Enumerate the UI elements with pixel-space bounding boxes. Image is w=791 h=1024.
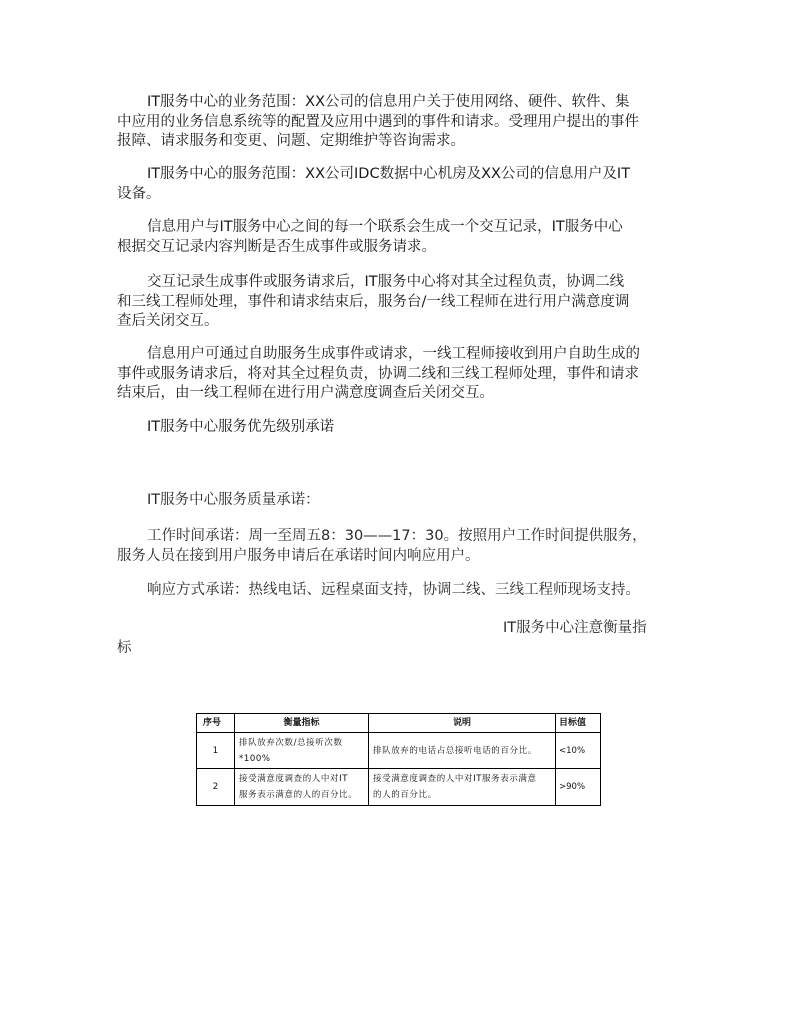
quality-commitment-heading [117, 491, 677, 511]
text-line: IT服务中心服务优先级别承诺 [147, 419, 335, 435]
cell-no: 2 [197, 769, 235, 806]
cell-no: 1 [197, 733, 235, 769]
metrics-heading [117, 619, 677, 658]
text-line: 根据交互记录内容判断是否生成事件或服务请求。 [117, 238, 436, 255]
response-method-paragraph [117, 581, 677, 601]
header-metric: 衡量指标 [235, 714, 369, 733]
business-scope-paragraph [117, 93, 677, 152]
table-row [197, 733, 601, 769]
working-hours-paragraph [117, 527, 677, 566]
text-line: 中应用的业务信息系统等的配置及应用中遇到的事件和请求。受理用户提出的事件 [117, 113, 639, 130]
metrics-table [196, 713, 601, 806]
cell-target: >90% [556, 769, 601, 806]
self-service-paragraph [117, 345, 677, 404]
cell-text-line: 排队放弃次数/总接听次数 [239, 737, 343, 748]
header-no: 序号 [197, 714, 235, 733]
text-line: 信息用户与IT服务中心之间的每一个联系会生成一个交互记录，IT服务中心 [147, 219, 623, 235]
text-line: IT服务中心注意衡量指 [503, 620, 647, 636]
cell-description [369, 769, 556, 806]
text-line: 报障、请求服务和变更、问题、定期维护等咨询需求。 [117, 133, 465, 150]
cell-description [369, 733, 556, 769]
cell-text-line: 的人的百分比。 [373, 790, 437, 800]
event-handling-paragraph [117, 273, 677, 332]
text-line: IT服务中心的业务范围：XX公司的信息用户关于使用网络、硬件、软件、集 [147, 94, 630, 110]
text-line: 响应方式承诺：热线电话、远程桌面支持，协调二线、三线工程师现场支持。 [147, 582, 640, 598]
text-line: 标 [117, 639, 132, 656]
text-line: 结束后，由一线工程师在进行用户满意度调查后关闭交互。 [117, 385, 494, 402]
text-line: 信息用户可通过自助服务生成事件或请求，一线工程师接收到用户自助生成的 [147, 346, 640, 362]
text-line: 交互记录生成事件或服务请求后，IT服务中心将对其全过程负责，协调二线 [147, 274, 625, 290]
text-line: 查后关闭交互。 [117, 313, 219, 330]
cell-text-line: *100% [239, 753, 271, 764]
text-line: 工作时间承诺：周一至周五8：30——17：30。按照用户工作时间提供服务， [147, 528, 647, 544]
text-line: IT服务中心服务质量承诺： [147, 492, 320, 508]
text-line: IT服务中心的服务范围：XX公司IDC数据中心机房及XX公司的信息用户及IT [147, 166, 631, 182]
interaction-record-paragraph [117, 218, 677, 257]
header-target: 目标值 [556, 714, 601, 733]
table-row [197, 769, 601, 806]
cell-text-line: 排队放弃的电话占总接听电话的百分比。 [373, 745, 537, 756]
cell-text-line: 服务表示满意的人的百分比。 [239, 790, 358, 800]
service-scope-paragraph [117, 165, 677, 204]
priority-commitment-heading [117, 418, 677, 438]
cell-text-line: 接受满意度调查的人中对IT服务表示满意 [373, 774, 537, 784]
cell-text-line: 接受满意度调查的人中对IT [239, 774, 349, 784]
table-header-row [197, 714, 601, 733]
text-line: 和三线工程师处理，事件和请求结束后，服务台/一线工程师在进行用户满意度调 [117, 293, 630, 310]
cell-metric [235, 733, 369, 769]
cell-metric [235, 769, 369, 806]
text-line: 设备。 [117, 185, 161, 202]
text-line: 服务人员在接到用户服务申请后在承诺时间内响应用户。 [117, 547, 480, 564]
cell-target: <10% [556, 733, 601, 769]
header-description: 说明 [369, 714, 556, 733]
text-line: 事件或服务请求后，将对其全过程负责，协调二线和三线工程师处理，事件和请求 [117, 365, 639, 382]
